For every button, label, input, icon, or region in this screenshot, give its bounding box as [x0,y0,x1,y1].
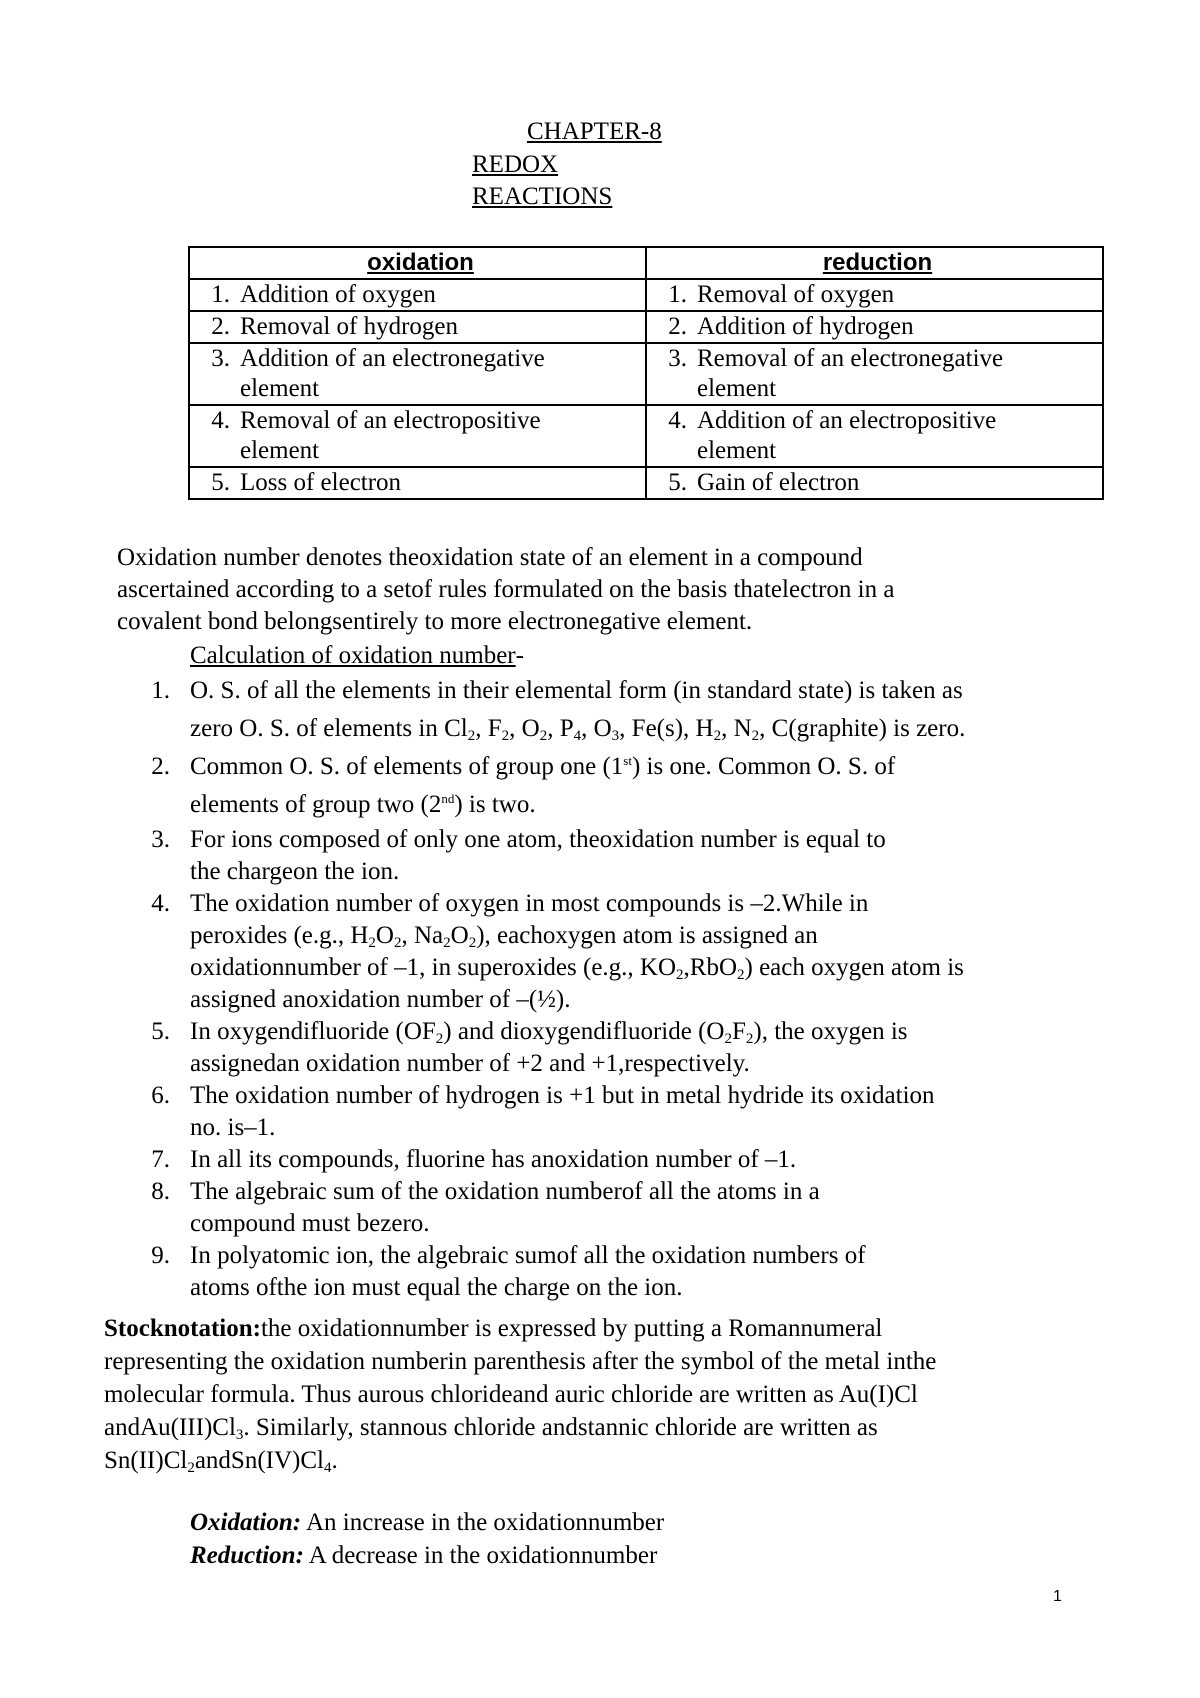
text-line: zero O. S. of elements in $Cl_2$, $F_2$, $O_2$, $P_4$, $O_3$, Fe(s), $H_2$, $N_2$, C(graphite) is zero. [190,715,966,744]
oxidation-header: oxidation [189,247,646,279]
item-number: 9. [151,1242,170,1269]
chapter-number: CHAPTER-8 [527,118,662,145]
item-number: 2. [668,313,687,340]
item-number: 5. [151,1018,170,1045]
text-line: elements of group two (2nd) is two. [190,791,536,818]
text-line: In polyatomic ion, the algebraic sumof all the oxidation numbers of [190,1242,866,1269]
item-number: 5. [668,469,687,496]
text-line: $andAu(III)Cl_3$. Similarly, stannous chloride andstannic chloride are written as [104,1414,878,1443]
item-number: 3. [151,826,170,853]
list-item [140,1080,1100,1144]
reduction-cell [646,405,1103,467]
item-number: 4. [668,407,687,434]
item-number: 1. [211,281,230,308]
table-row [189,343,1103,405]
text-line: representing the oxidation numberin parenthesis after the symbol of the metal inthe [104,1348,937,1375]
item-number: 2. [211,313,230,340]
oxidation-label: Oxidation: [190,1509,302,1536]
item-text: Gain of electron [697,469,860,496]
oxidation-number-definition [117,542,1117,638]
table-row [189,467,1103,499]
oxidation-rules-list [140,672,1100,1304]
list-item [140,672,1100,748]
stock-notation-label: Stocknotation: [104,1315,261,1342]
title-line-1: REDOX [472,151,559,178]
oxidation-definition: Oxidation: An increase in the oxidationnumber [190,1509,665,1536]
definitions [190,1506,664,1572]
reduction-cell [646,467,1103,499]
item-text: Addition of oxygen [240,281,436,308]
reduction-label: Reduction: [190,1542,304,1569]
item-text: Addition of an electronegative element [240,345,545,402]
list-item [140,1144,1100,1176]
item-number: 3. [668,345,687,372]
text-line: The oxidation number of oxygen in most compounds is –2.While in [190,890,869,917]
text-line: no. is–1. [190,1114,276,1141]
text-line: compound must bezero. [190,1210,430,1237]
text-line: O. S. of all the elements in their elemental form (in standard state) is taken as [190,677,963,704]
text-line: the chargeon the ion. [190,858,400,885]
list-item [140,1016,1100,1080]
item-text: Removal of hydrogen [240,313,459,340]
text-line: assignedan oxidation number of +2 and +1,respectively. [190,1050,750,1077]
item-text: Removal of an electropositive element [240,407,541,464]
table-row [189,405,1103,467]
item-text: Addition of hydrogen [697,313,914,340]
text-line: In all its compounds, fluorine has anoxidation number of –1. [190,1146,797,1173]
stock-notation-paragraph [104,1312,1104,1477]
oxidation-cell [189,311,646,343]
oxidation-cell [189,279,646,311]
reduction-definition: Reduction: A decrease in the oxidationnumber [190,1542,658,1569]
list-item [140,1240,1100,1304]
title-line-2: REACTIONS [472,183,613,210]
item-number: 1. [668,281,687,308]
list-item [140,1176,1100,1240]
text-line: The algebraic sum of the oxidation numberof all the atoms in a [190,1178,820,1205]
reduction-header: reduction [646,247,1103,279]
text-line: For ions composed of only one atom, theoxidation number is equal to [190,826,886,853]
item-number: 1. [151,677,170,704]
item-text: Addition of an electropositive element [697,407,997,464]
item-number: 3. [211,345,230,372]
item-number: 5. [211,469,230,496]
oxidation-reduction-table [188,246,1104,500]
calculation-heading [190,640,524,672]
oxidation-cell [189,467,646,499]
text-line: The oxidation number of hydrogen is +1 but in metal hydride its oxidation [190,1082,935,1109]
text-line: ascertained according to a setof rules formulated on the basis thatelectron in a [117,576,895,603]
item-number: 4. [151,890,170,917]
oxidation-cell [189,405,646,467]
list-item [140,824,1100,888]
table-row [189,279,1103,311]
list-item [140,888,1100,1016]
item-text: Loss of electron [240,469,402,496]
oxidation-cell [189,343,646,405]
text-line: Oxidation number denotes theoxidation state of an element in a compound [117,544,863,571]
text-line: peroxides (e.g., $H_2O_2$, $Na_2O_2$), eachoxygen atom is assigned an [190,922,818,951]
item-number: 6. [151,1082,170,1109]
reduction-cell [646,343,1103,405]
text-line: oxidationnumber of –1, in superoxides (e.g., $KO_2,RbO_2$) each oxygen atom is [190,954,964,983]
item-text: Removal of an electronegative element [697,345,1004,402]
calc-heading-dash: - [515,642,524,669]
text-line: molecular formula. Thus aurous chlorideand auric chloride are written as Au(I)Cl [104,1381,918,1408]
text-line: In oxygendifluoride $(OF_2)$ and dioxygendifluoride $(O_2F_2)$, the oxygen is [190,1018,908,1047]
text-line: covalent bond belongsentirely to more electronegative element. [117,608,753,635]
text-line: assigned anoxidation number of –(½). [190,986,571,1013]
calc-heading-text: Calculation of oxidation number [190,642,516,669]
list-item [140,748,1100,824]
table-row [189,311,1103,343]
page-number: 1 [1053,1588,1062,1605]
item-number: 8. [151,1178,170,1205]
item-number: 4. [211,407,230,434]
item-number: 2. [151,753,170,780]
text-line: Common O. S. of elements of group one (1st) is one. Common O. S. of [190,753,896,780]
item-number: 7. [151,1146,170,1173]
reduction-cell [646,311,1103,343]
text-line: Stocknotation:the oxidationnumber is expressed by putting a Romannumeral [104,1315,883,1342]
text-line: atoms ofthe ion must equal the charge on the ion. [190,1274,683,1301]
reduction-cell [646,279,1103,311]
item-text: Removal of oxygen [697,281,895,308]
text-line: $Sn(II)Cl_2andSn(IV)Cl_4$. [104,1447,338,1476]
